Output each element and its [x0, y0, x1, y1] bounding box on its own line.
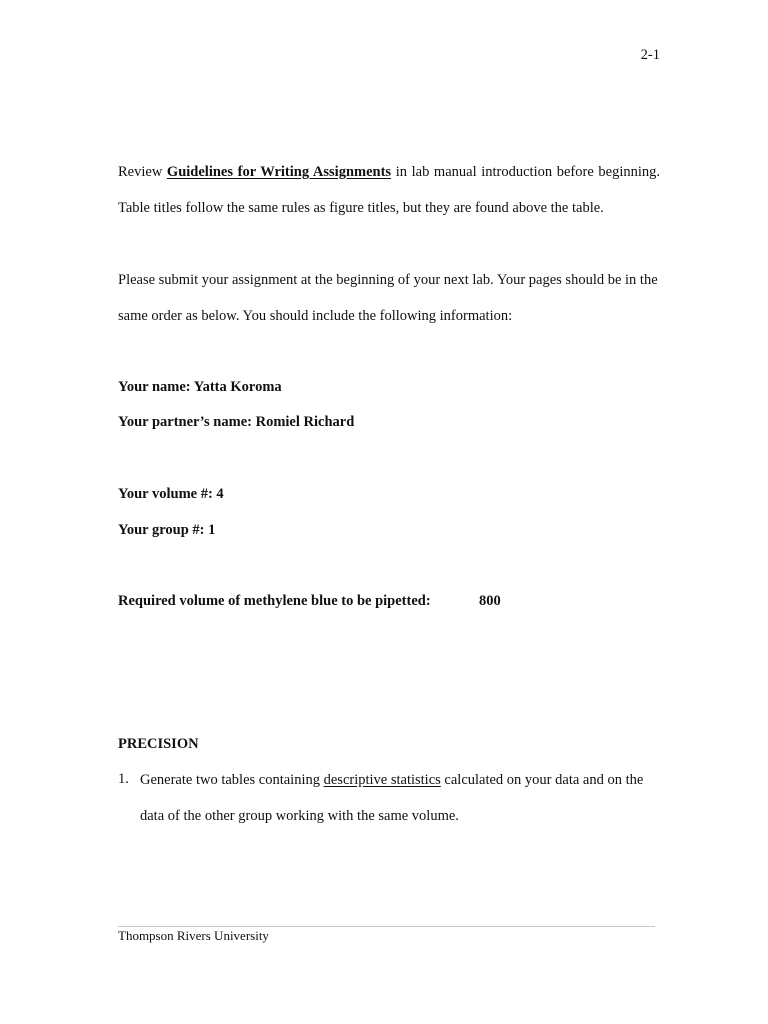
group-number: Your group #: 1: [118, 522, 216, 538]
submit-paragraph: Please submit your assignment at the beginning of your next lab. Your pages should be in the same order as below. You should include the following information:: [118, 272, 658, 324]
intro-review-word: Review: [118, 164, 163, 180]
list-item-number: 1.: [118, 771, 129, 787]
footer-text: Thompson Rivers University: [118, 928, 269, 943]
page-number: 2-1: [640, 47, 660, 63]
your-name: Your name: Yatta Koroma: [118, 379, 282, 395]
partner-name: Your partner’s name: Romiel Richard: [118, 414, 355, 430]
intro-paragraph: [118, 155, 660, 226]
required-volume-value: 800: [479, 593, 501, 609]
footer-rule: [118, 926, 655, 927]
list-item-text: [140, 762, 660, 834]
required-volume-label: Required volume of methylene blue to be pipetted:: [118, 593, 431, 609]
guidelines-link[interactable]: Guidelines for Writing Assignments: [166, 164, 392, 180]
list-item-text-after: calculated on your data and on the data of the other group working with the same volume.: [140, 772, 644, 824]
volume-number: Your volume #: 4: [118, 486, 224, 502]
section-heading: PRECISION: [118, 736, 199, 752]
list-item-text-before: Generate two tables containing: [140, 772, 320, 788]
intro-rest: in lab manual introduction before beginning. Table titles follow the same rules as figure titles, but they are found above the table.: [118, 164, 661, 216]
descriptive-statistics-link[interactable]: descriptive statistics: [323, 772, 441, 788]
